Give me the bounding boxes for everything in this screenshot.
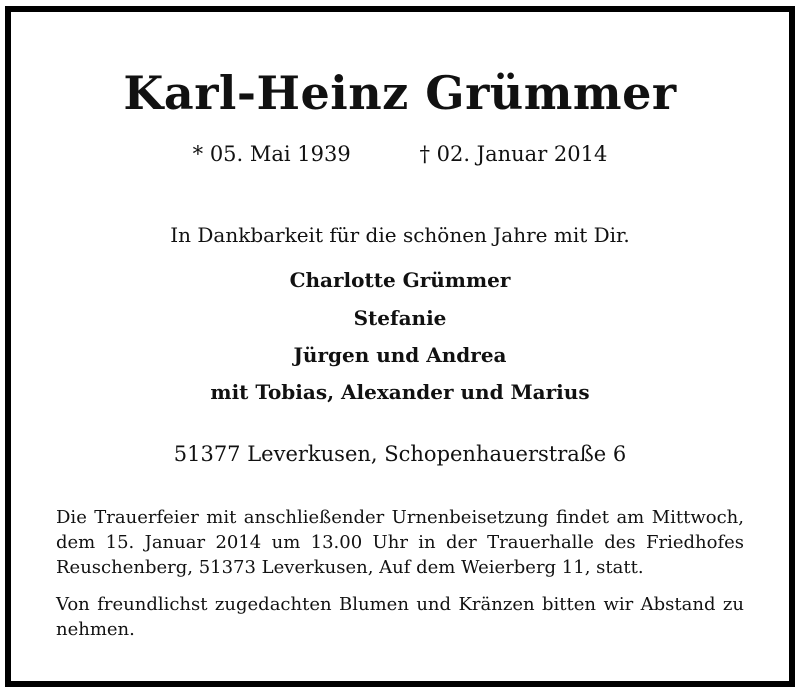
ceremony-paragraph: Die Trauerfeier mit anschließender Urnenbeisetzung findet am Mittwoch, dem 15. Januar 2014 um 13.00 Uhr in der Trauerhalle des Friedhofes Reuschenberg, 51373 Leverkusen, Auf dem Weierberg 11, statt. [56,507,744,578]
mourner-name: Stefanie [353,306,447,330]
death-date: † 02. Januar 2014 [419,142,608,166]
mourner-name: Jürgen und Andrea [293,343,507,367]
deceased-name: Karl-Heinz Grümmer [123,66,677,120]
life-dates [0,142,800,166]
mourner-name: mit Tobias, Alexander und Marius [210,380,590,404]
birth-date: * 05. Mai 1939 [192,142,351,166]
flowers-paragraph: Von freundlichst zugedachten Blumen und Kränzen bitten wir Abstand zu nehmen. [56,594,744,640]
gratitude-line: In Dankbarkeit für die schönen Jahre mit Dir. [170,223,630,247]
mourner-name: Charlotte Grümmer [289,268,511,292]
family-address: 51377 Leverkusen, Schopenhauerstraße 6 [173,442,627,466]
